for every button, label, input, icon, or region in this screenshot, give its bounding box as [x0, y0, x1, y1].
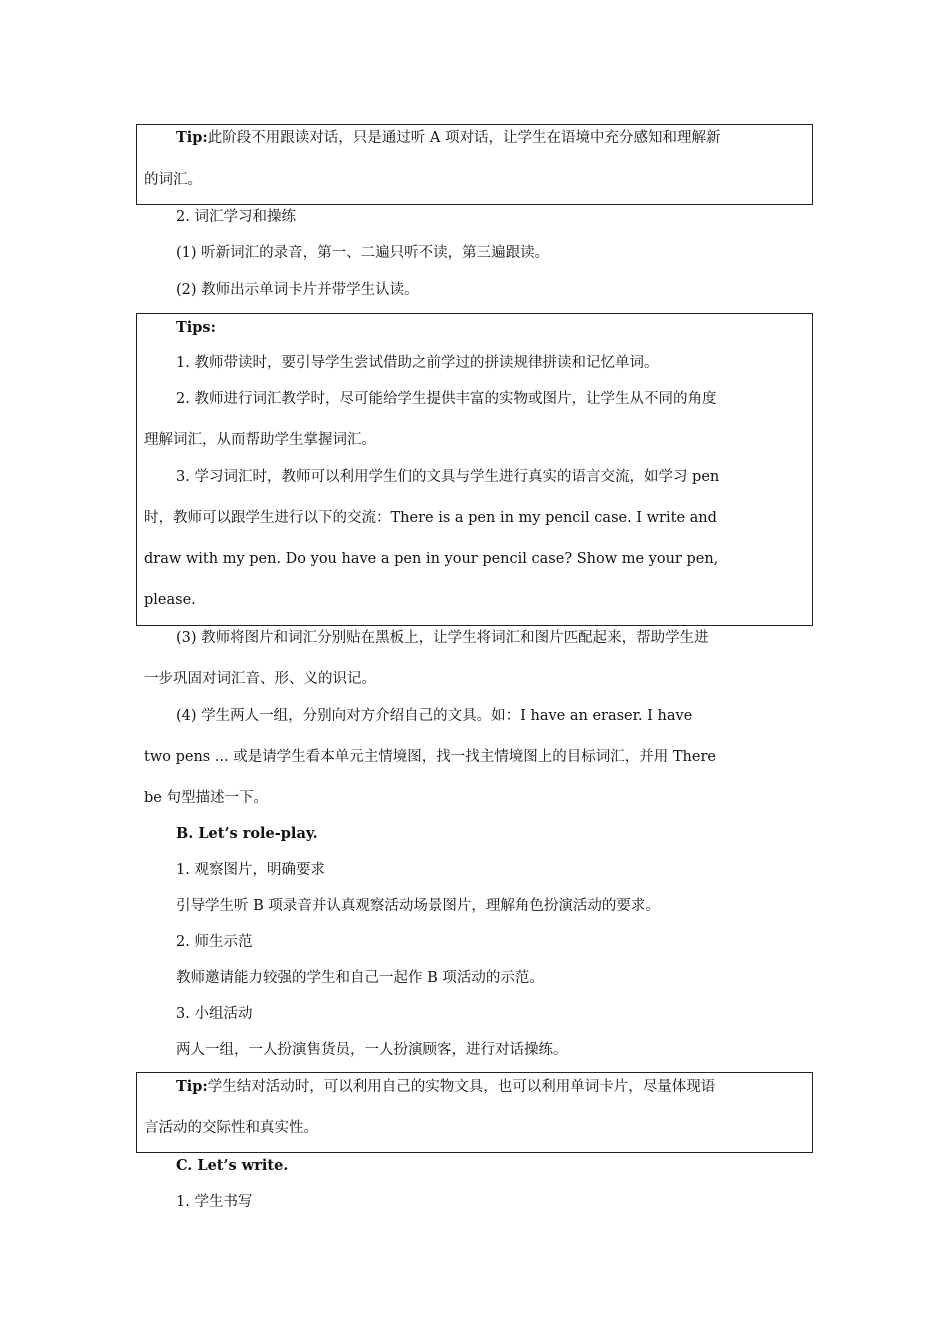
tip-1-line-1 [176, 128, 720, 148]
section-b-heading-text: B. Let’s role-play. [176, 825, 318, 842]
tips-2-item-3-line-3: draw with my pen. Do you have a pen in your pencil case? Show me your pen, [144, 551, 719, 567]
section-2-heading: 2. 词汇学习和操练 [176, 209, 296, 225]
section-2-item-3-line-1: (3) 教师将图片和词汇分别贴在黑板上，让学生将词汇和图片匹配起来，帮助学生进 [176, 630, 709, 646]
tip-1-label: Tip: [176, 129, 208, 146]
section-2-item-4-line-3: be 句型描述一下。 [144, 790, 268, 806]
section-b-step-2-title: 2. 师生示范 [176, 934, 253, 950]
tip-3-text-1: 学生结对活动时，可以利用自己的实物文具，也可以利用单词卡片，尽量体现语 [207, 1079, 716, 1095]
tips-2-item-1: 1. 教师带读时，要引导学生尝试借助之前学过的拼读规律拼读和记忆单词。 [176, 355, 659, 371]
section-c-heading-text: C. Let’s write. [176, 1157, 289, 1174]
section-b-step-2-text: 教师邀请能力较强的学生和自己一起作 B 项活动的示范。 [176, 970, 544, 986]
tips-2-item-3-line-4: please. [144, 592, 196, 608]
tips-2-item-2-line-1: 2. 教师进行词汇教学时，尽可能给学生提供丰富的实物或图片，让学生从不同的角度 [176, 391, 717, 407]
tips-2-label-text: Tips: [176, 319, 216, 336]
tips-2-item-2-line-2: 理解词汇，从而帮助学生掌握词汇。 [144, 432, 376, 448]
tip-1-text-1: 此阶段不用跟读对话，只是通过听 A 项对话，让学生在语境中充分感知和理解新 [207, 130, 721, 146]
tip-3-line-1 [176, 1077, 715, 1097]
section-b-step-3-text: 两人一组，一人扮演售货员，一人扮演顾客，进行对话操练。 [176, 1042, 568, 1058]
section-c-step-1-title: 1. 学生书写 [176, 1194, 253, 1210]
section-c-heading [176, 1156, 288, 1176]
section-b-step-3-title: 3. 小组活动 [176, 1006, 253, 1022]
tips-2-item-3-line-2: 时，教师可以跟学生进行以下的交流：There is a pen in my pencil case. I write and [144, 510, 717, 526]
tip-1-line-2: 的词汇。 [144, 172, 202, 188]
tips-2-label [176, 318, 216, 338]
section-b-step-1-text: 引导学生听 B 项录音并认真观察活动场景图片，理解角色扮演活动的要求。 [176, 898, 660, 914]
section-2-item-3-line-2: 一步巩固对词汇音、形、义的识记。 [144, 671, 376, 687]
tips-2-item-3-line-1: 3. 学习词汇时，教师可以利用学生们的文具与学生进行真实的语言交流，如学习 pen [176, 469, 720, 485]
section-b-heading [176, 824, 318, 844]
section-2-item-4-line-2: two pens ... 或是请学生看本单元主情境图，找一找主情境图上的目标词汇，并用 There [144, 749, 716, 765]
section-2-item-1: (1) 听新词汇的录音，第一、二遍只听不读，第三遍跟读。 [176, 245, 550, 261]
tip-3-label: Tip: [176, 1078, 208, 1095]
section-2-item-4-line-1: (4) 学生两人一组，分别向对方介绍自己的文具。如：I have an eraser. I have [176, 708, 693, 724]
section-2-item-2: (2) 教师出示单词卡片并带学生认读。 [176, 282, 419, 298]
section-b-step-1-title: 1. 观察图片，明确要求 [176, 862, 325, 878]
tip-3-line-2: 言活动的交际性和真实性。 [144, 1120, 318, 1136]
